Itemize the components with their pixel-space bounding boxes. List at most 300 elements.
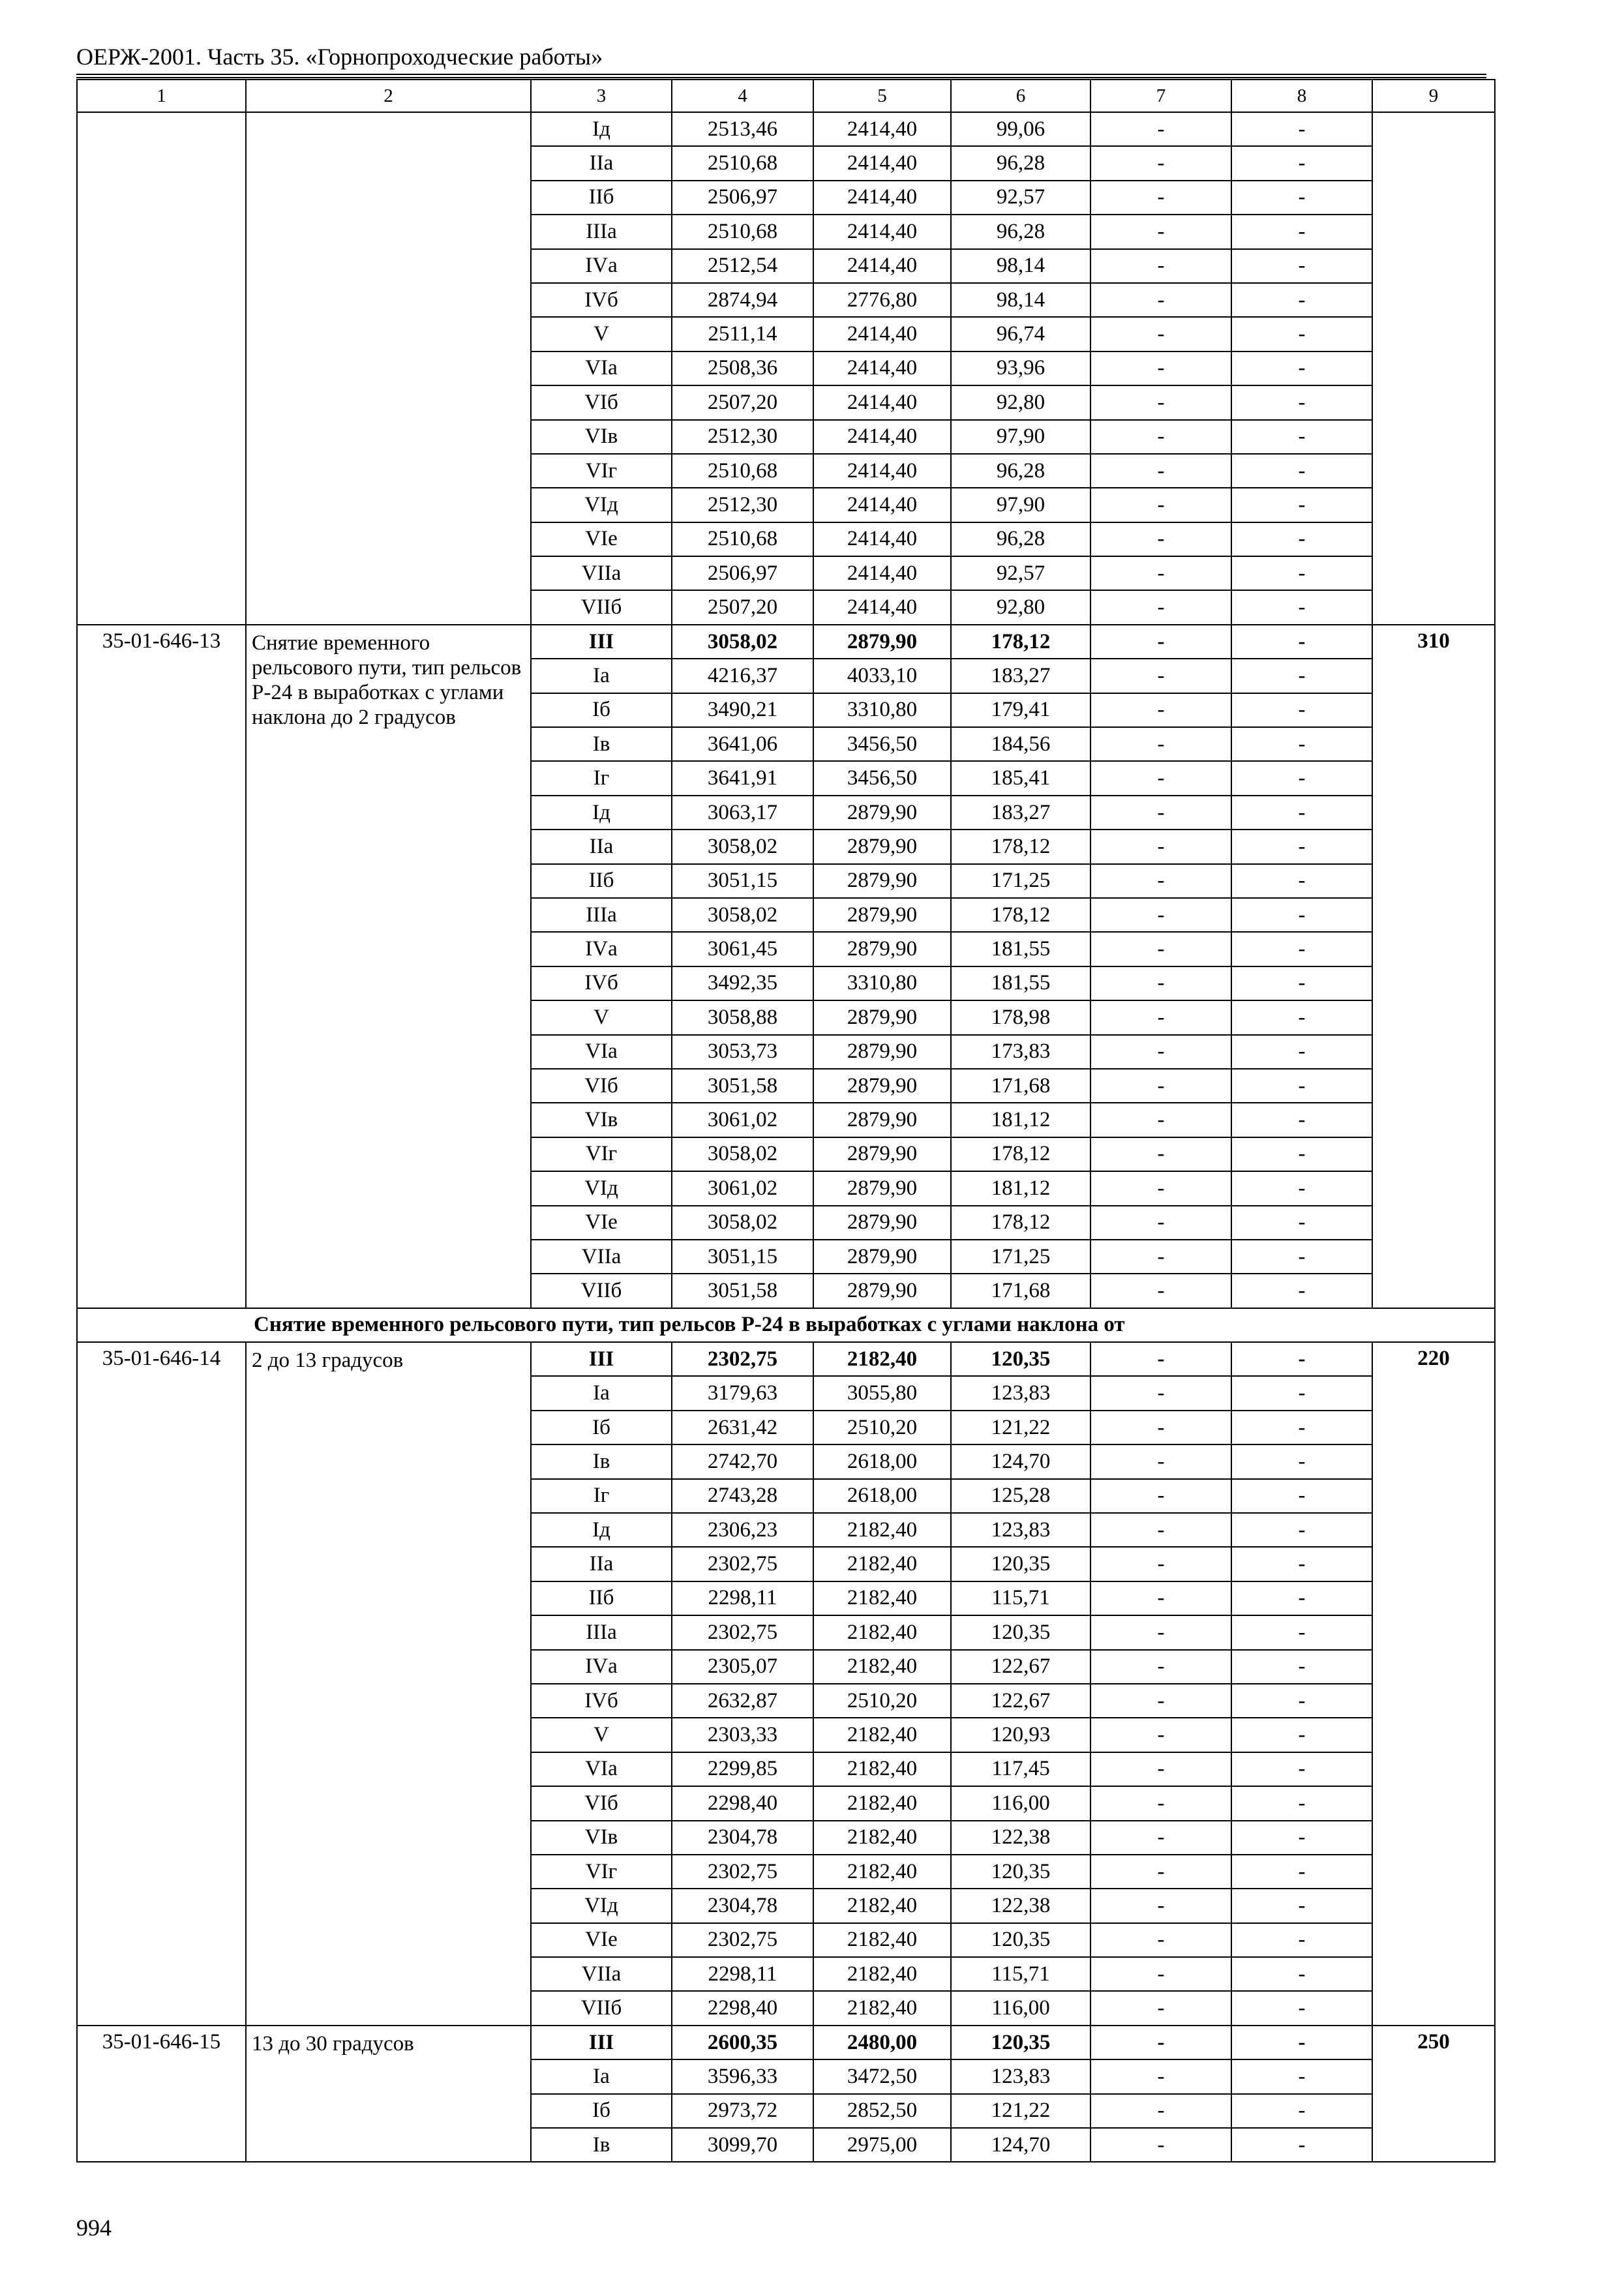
table-cell: - bbox=[1231, 796, 1372, 830]
table-cell: - bbox=[1090, 249, 1231, 283]
table-cell: - bbox=[1231, 727, 1372, 761]
table-cell: - bbox=[1090, 317, 1231, 351]
table-cell: 3641,91 bbox=[672, 761, 813, 795]
table-cell: - bbox=[1090, 522, 1231, 556]
table-cell: - bbox=[1231, 966, 1372, 1000]
table-cell: 122,38 bbox=[951, 1821, 1090, 1855]
table-cell: 2182,40 bbox=[813, 1957, 951, 1991]
table-cell: - bbox=[1231, 1855, 1372, 1889]
table-cell: IVб bbox=[531, 966, 672, 1000]
table-cell: 171,25 bbox=[951, 864, 1090, 898]
table-cell: 3053,73 bbox=[672, 1035, 813, 1069]
table-cell: 178,12 bbox=[951, 898, 1090, 932]
table-cell: 93,96 bbox=[951, 352, 1090, 385]
table-cell: 122,38 bbox=[951, 1889, 1090, 1922]
column-number: 8 bbox=[1231, 80, 1372, 112]
table-cell: - bbox=[1231, 1752, 1372, 1786]
table-cell: VIд bbox=[531, 1889, 672, 1922]
table-cell: - bbox=[1090, 2128, 1231, 2162]
table-cell: 3055,80 bbox=[813, 1376, 951, 1410]
table-cell: 2879,90 bbox=[813, 796, 951, 830]
table-cell: 123,83 bbox=[951, 1513, 1090, 1547]
table-cell: - bbox=[1231, 112, 1372, 146]
table-cell: - bbox=[1231, 2059, 1372, 2093]
table-cell: V bbox=[531, 1718, 672, 1752]
table-cell: IVа bbox=[531, 932, 672, 966]
table-cell: VIб bbox=[531, 385, 672, 419]
table-cell: - bbox=[1231, 352, 1372, 385]
table-cell: - bbox=[1231, 1274, 1372, 1308]
table-cell: - bbox=[1090, 1684, 1231, 1718]
rate-code bbox=[77, 112, 246, 625]
table-cell: VIв bbox=[531, 1821, 672, 1855]
table-cell: 4216,37 bbox=[672, 659, 813, 693]
table-cell: - bbox=[1231, 1923, 1372, 1957]
table-cell: 2182,40 bbox=[813, 1342, 951, 1376]
work-description: Снятие временного рельсового пути, тип рельсов Р-24 в выработках с углами наклона до 2 градусов bbox=[246, 625, 531, 1308]
table-cell: 2182,40 bbox=[813, 1650, 951, 1684]
table-cell: 116,00 bbox=[951, 1991, 1090, 2025]
table-cell: IIа bbox=[531, 146, 672, 180]
table-cell: - bbox=[1231, 1000, 1372, 1034]
table-cell: 2507,20 bbox=[672, 385, 813, 419]
table-cell: VIIб bbox=[531, 590, 672, 624]
table-cell: - bbox=[1231, 1240, 1372, 1274]
table-cell: 2776,80 bbox=[813, 283, 951, 317]
table-cell: 98,14 bbox=[951, 249, 1090, 283]
table-cell: 173,83 bbox=[951, 1035, 1090, 1069]
table-cell: 2879,90 bbox=[813, 1206, 951, 1240]
column-number: 3 bbox=[531, 80, 672, 112]
table-cell: 92,57 bbox=[951, 181, 1090, 215]
table-cell: 181,55 bbox=[951, 966, 1090, 1000]
table-cell: 181,55 bbox=[951, 932, 1090, 966]
table-cell: - bbox=[1090, 1821, 1231, 1855]
table-cell: 2305,07 bbox=[672, 1650, 813, 1684]
table-cell: 123,83 bbox=[951, 1376, 1090, 1410]
table-cell: Iв bbox=[531, 1444, 672, 1478]
table-cell: 2298,40 bbox=[672, 1786, 813, 1820]
section-heading: Снятие временного рельсового пути, тип рельсов Р-24 в выработках с углами наклона от bbox=[77, 1308, 1495, 1342]
table-cell: VIг bbox=[531, 1855, 672, 1889]
table-cell: 3061,02 bbox=[672, 1171, 813, 1205]
table-cell: - bbox=[1090, 1615, 1231, 1649]
table-cell: 3641,06 bbox=[672, 727, 813, 761]
table-cell: - bbox=[1090, 1991, 1231, 2025]
table-cell: - bbox=[1090, 1206, 1231, 1240]
table-cell: - bbox=[1090, 1957, 1231, 1991]
table-cell: - bbox=[1231, 761, 1372, 795]
table-cell: 3492,35 bbox=[672, 966, 813, 1000]
table-cell: 4033,10 bbox=[813, 659, 951, 693]
table-cell: 2298,11 bbox=[672, 1957, 813, 1991]
table-cell: IIIа bbox=[531, 1615, 672, 1649]
table-cell: 3490,21 bbox=[672, 693, 813, 727]
table-cell: - bbox=[1231, 1479, 1372, 1513]
table-cell: - bbox=[1231, 1376, 1372, 1410]
table-cell: IVб bbox=[531, 1684, 672, 1718]
table-cell: 124,70 bbox=[951, 1444, 1090, 1478]
table-cell: Iд bbox=[531, 1513, 672, 1547]
table-cell: 179,41 bbox=[951, 693, 1090, 727]
table-cell: - bbox=[1090, 1035, 1231, 1069]
table-cell: - bbox=[1090, 2026, 1231, 2059]
work-description bbox=[246, 112, 531, 625]
table-cell: - bbox=[1231, 2094, 1372, 2128]
table-cell: 2510,68 bbox=[672, 146, 813, 180]
table-cell: 2182,40 bbox=[813, 1855, 951, 1889]
table-cell: 96,28 bbox=[951, 522, 1090, 556]
table-cell: 2879,90 bbox=[813, 898, 951, 932]
table-cell: 2414,40 bbox=[813, 317, 951, 351]
table-cell: 178,12 bbox=[951, 625, 1090, 659]
table-cell: - bbox=[1231, 1069, 1372, 1103]
table-cell: 96,28 bbox=[951, 454, 1090, 488]
table-cell: - bbox=[1090, 590, 1231, 624]
table-cell: - bbox=[1231, 1411, 1372, 1444]
table-cell: 171,68 bbox=[951, 1069, 1090, 1103]
work-description: 13 до 30 градусов bbox=[246, 2026, 531, 2162]
table-cell: 2742,70 bbox=[672, 1444, 813, 1478]
table-cell: 123,83 bbox=[951, 2059, 1090, 2093]
table-cell: V bbox=[531, 1000, 672, 1034]
table-cell: - bbox=[1231, 1889, 1372, 1922]
table-cell: 2414,40 bbox=[813, 385, 951, 419]
table-cell: IIа bbox=[531, 830, 672, 863]
table-cell: 2303,33 bbox=[672, 1718, 813, 1752]
table-cell: Iа bbox=[531, 2059, 672, 2093]
table-cell: 2480,00 bbox=[813, 2026, 951, 2059]
table-cell: - bbox=[1231, 625, 1372, 659]
table-cell: 2182,40 bbox=[813, 1752, 951, 1786]
table-cell: 2302,75 bbox=[672, 1923, 813, 1957]
table-cell: 120,93 bbox=[951, 1718, 1090, 1752]
table-cell: 2975,00 bbox=[813, 2128, 951, 2162]
table-cell: 3310,80 bbox=[813, 693, 951, 727]
table-cell: Iд bbox=[531, 796, 672, 830]
table-cell: - bbox=[1231, 932, 1372, 966]
table-cell: 2302,75 bbox=[672, 1342, 813, 1376]
table-cell: VIа bbox=[531, 352, 672, 385]
table-cell: 3310,80 bbox=[813, 966, 951, 1000]
table-cell: - bbox=[1090, 181, 1231, 215]
table-cell: - bbox=[1090, 1513, 1231, 1547]
table-cell: 3456,50 bbox=[813, 761, 951, 795]
table-cell: VIг bbox=[531, 1137, 672, 1171]
column-number: 6 bbox=[951, 80, 1090, 112]
table-cell: 2600,35 bbox=[672, 2026, 813, 2059]
table-cell: VIа bbox=[531, 1752, 672, 1786]
table-cell: 181,12 bbox=[951, 1103, 1090, 1137]
table-cell: Iб bbox=[531, 693, 672, 727]
table-cell: - bbox=[1231, 249, 1372, 283]
table-cell: 3061,02 bbox=[672, 1103, 813, 1137]
table-cell: - bbox=[1231, 454, 1372, 488]
table-cell: 2631,42 bbox=[672, 1411, 813, 1444]
table-cell: VIв bbox=[531, 1103, 672, 1137]
table-cell: 92,80 bbox=[951, 590, 1090, 624]
table-cell: - bbox=[1231, 317, 1372, 351]
table-cell: 3179,63 bbox=[672, 1376, 813, 1410]
table-cell: 2879,90 bbox=[813, 1035, 951, 1069]
table-cell: - bbox=[1231, 898, 1372, 932]
table-cell: Iг bbox=[531, 1479, 672, 1513]
rate-main-row bbox=[77, 1342, 1495, 1376]
table-cell: 2879,90 bbox=[813, 1069, 951, 1103]
table-cell: - bbox=[1090, 1718, 1231, 1752]
table-cell: - bbox=[1231, 556, 1372, 590]
table-cell: IIб bbox=[531, 1581, 672, 1615]
table-cell: 178,12 bbox=[951, 1206, 1090, 1240]
table-cell: - bbox=[1090, 1171, 1231, 1205]
table-cell: - bbox=[1090, 1786, 1231, 1820]
table-cell: - bbox=[1231, 590, 1372, 624]
table-cell: 3058,88 bbox=[672, 1000, 813, 1034]
table-cell: 96,28 bbox=[951, 215, 1090, 248]
column-number-row bbox=[77, 80, 1495, 112]
table-cell: - bbox=[1231, 1991, 1372, 2025]
table-cell: - bbox=[1090, 283, 1231, 317]
table-cell: VIIб bbox=[531, 1274, 672, 1308]
table-cell: - bbox=[1231, 181, 1372, 215]
table-cell: - bbox=[1090, 830, 1231, 863]
table-cell: 115,71 bbox=[951, 1957, 1090, 1991]
table-cell: 96,74 bbox=[951, 317, 1090, 351]
table-cell: 2302,75 bbox=[672, 1855, 813, 1889]
table-cell: - bbox=[1231, 1206, 1372, 1240]
table-cell: 2182,40 bbox=[813, 1513, 951, 1547]
table-cell: 2302,75 bbox=[672, 1547, 813, 1581]
table-cell: - bbox=[1090, 352, 1231, 385]
table-cell: III bbox=[531, 2026, 672, 2059]
table-cell: - bbox=[1231, 488, 1372, 522]
table-cell: 171,25 bbox=[951, 1240, 1090, 1274]
table-cell: Iб bbox=[531, 2094, 672, 2128]
table-cell: 2414,40 bbox=[813, 112, 951, 146]
rates-table bbox=[76, 79, 1496, 2162]
table-cell: - bbox=[1090, 1342, 1231, 1376]
table-cell: 96,28 bbox=[951, 146, 1090, 180]
table-cell: 2182,40 bbox=[813, 1581, 951, 1615]
column-number: 7 bbox=[1090, 80, 1231, 112]
rate-main-row bbox=[77, 625, 1495, 659]
column-number: 5 bbox=[813, 80, 951, 112]
table-cell: - bbox=[1090, 1274, 1231, 1308]
table-cell: VIб bbox=[531, 1069, 672, 1103]
table-cell: 97,90 bbox=[951, 488, 1090, 522]
table-cell: - bbox=[1231, 1137, 1372, 1171]
rate-code: 35-01-646-14 bbox=[77, 1342, 246, 2026]
table-cell: 2879,90 bbox=[813, 830, 951, 863]
table-cell: 2632,87 bbox=[672, 1684, 813, 1718]
table-cell: Iд bbox=[531, 112, 672, 146]
table-cell: 2182,40 bbox=[813, 1889, 951, 1922]
table-cell: Iв bbox=[531, 727, 672, 761]
table-cell: 2879,90 bbox=[813, 932, 951, 966]
table-cell: - bbox=[1231, 1821, 1372, 1855]
table-cell: - bbox=[1231, 1786, 1372, 1820]
table-cell: 3472,50 bbox=[813, 2059, 951, 2093]
table-cell: 3051,15 bbox=[672, 864, 813, 898]
table-cell: 2510,68 bbox=[672, 522, 813, 556]
table-cell: - bbox=[1090, 659, 1231, 693]
table-cell: - bbox=[1090, 1855, 1231, 1889]
table-cell: - bbox=[1231, 1547, 1372, 1581]
table-cell: 2182,40 bbox=[813, 1615, 951, 1649]
table-cell: - bbox=[1090, 625, 1231, 659]
table-cell: VIд bbox=[531, 1171, 672, 1205]
table-cell: 2414,40 bbox=[813, 352, 951, 385]
table-cell: 124,70 bbox=[951, 2128, 1090, 2162]
table-cell: 2414,40 bbox=[813, 249, 951, 283]
table-cell: - bbox=[1090, 556, 1231, 590]
header-double-rule bbox=[76, 74, 1486, 78]
table-cell: IVа bbox=[531, 1650, 672, 1684]
table-cell: 3099,70 bbox=[672, 2128, 813, 2162]
table-cell: - bbox=[1090, 2059, 1231, 2093]
table-cell: 120,35 bbox=[951, 1615, 1090, 1649]
table-cell: - bbox=[1231, 1513, 1372, 1547]
table-cell: - bbox=[1090, 864, 1231, 898]
table-cell: 3058,02 bbox=[672, 625, 813, 659]
table-cell: - bbox=[1090, 1547, 1231, 1581]
table-cell: 2510,20 bbox=[813, 1411, 951, 1444]
table-cell: 178,12 bbox=[951, 830, 1090, 863]
table-cell: 3051,15 bbox=[672, 1240, 813, 1274]
table-cell: - bbox=[1090, 1581, 1231, 1615]
table-cell: 120,35 bbox=[951, 1547, 1090, 1581]
table-cell: VIIб bbox=[531, 1991, 672, 2025]
table-cell: 120,35 bbox=[951, 2026, 1090, 2059]
table-cell: 2304,78 bbox=[672, 1821, 813, 1855]
table-cell: - bbox=[1231, 146, 1372, 180]
table-cell: - bbox=[1090, 1069, 1231, 1103]
rate-code: 35-01-646-15 bbox=[77, 2026, 246, 2162]
table-cell: 125,28 bbox=[951, 1479, 1090, 1513]
work-description: 2 до 13 градусов bbox=[246, 1342, 531, 2026]
table-cell: 121,22 bbox=[951, 2094, 1090, 2128]
table-cell: - bbox=[1231, 659, 1372, 693]
table-cell: 116,00 bbox=[951, 1786, 1090, 1820]
table-cell: 2510,68 bbox=[672, 215, 813, 248]
table-cell: 2182,40 bbox=[813, 1923, 951, 1957]
table-cell: 171,68 bbox=[951, 1274, 1090, 1308]
table-cell: - bbox=[1231, 693, 1372, 727]
table-cell: 2304,78 bbox=[672, 1889, 813, 1922]
table-cell: 2182,40 bbox=[813, 1786, 951, 1820]
table-cell: Iа bbox=[531, 659, 672, 693]
table-cell: 2414,40 bbox=[813, 454, 951, 488]
table-cell: VIIа bbox=[531, 1240, 672, 1274]
table-cell: 2618,00 bbox=[813, 1479, 951, 1513]
table-cell: - bbox=[1231, 522, 1372, 556]
column-number: 9 bbox=[1372, 80, 1495, 112]
unit-value: 250 bbox=[1372, 2026, 1495, 2162]
table-cell: IIб bbox=[531, 181, 672, 215]
table-cell: III bbox=[531, 625, 672, 659]
table-cell: VIв bbox=[531, 420, 672, 454]
unit-value: 310 bbox=[1372, 625, 1495, 1308]
column-number: 4 bbox=[672, 80, 813, 112]
table-cell: IVб bbox=[531, 283, 672, 317]
table-cell: - bbox=[1090, 1137, 1231, 1171]
table-cell: - bbox=[1090, 1376, 1231, 1410]
table-cell: - bbox=[1090, 420, 1231, 454]
table-cell: VIе bbox=[531, 1923, 672, 1957]
table-cell: - bbox=[1231, 1718, 1372, 1752]
table-cell: Iа bbox=[531, 1376, 672, 1410]
table-cell: 183,27 bbox=[951, 659, 1090, 693]
table-cell: 2182,40 bbox=[813, 1718, 951, 1752]
table-cell: 2879,90 bbox=[813, 1171, 951, 1205]
table-cell: - bbox=[1231, 1035, 1372, 1069]
table-cell: - bbox=[1090, 112, 1231, 146]
table-cell: 120,35 bbox=[951, 1855, 1090, 1889]
table-cell: - bbox=[1231, 830, 1372, 863]
table-cell: 2510,20 bbox=[813, 1684, 951, 1718]
table-cell: VIд bbox=[531, 488, 672, 522]
table-cell: - bbox=[1090, 1000, 1231, 1034]
table-cell: - bbox=[1090, 727, 1231, 761]
table-cell: VIб bbox=[531, 1786, 672, 1820]
table-cell: - bbox=[1090, 215, 1231, 248]
table-cell: - bbox=[1231, 385, 1372, 419]
table-cell: IIIа bbox=[531, 215, 672, 248]
table-cell: 181,12 bbox=[951, 1171, 1090, 1205]
table-cell: 3596,33 bbox=[672, 2059, 813, 2093]
table-cell: - bbox=[1090, 761, 1231, 795]
table-cell: 97,90 bbox=[951, 420, 1090, 454]
table-cell: 98,14 bbox=[951, 283, 1090, 317]
table-cell: 3061,45 bbox=[672, 932, 813, 966]
table-cell: 184,56 bbox=[951, 727, 1090, 761]
table-cell: 178,98 bbox=[951, 1000, 1090, 1034]
table-cell: - bbox=[1231, 864, 1372, 898]
table-cell: Iв bbox=[531, 2128, 672, 2162]
table-cell: VIг bbox=[531, 454, 672, 488]
table-cell: IIб bbox=[531, 864, 672, 898]
table-cell: 2879,90 bbox=[813, 625, 951, 659]
table-cell: 2513,46 bbox=[672, 112, 813, 146]
table-cell: - bbox=[1090, 146, 1231, 180]
table-cell: 2414,40 bbox=[813, 556, 951, 590]
table-cell: - bbox=[1090, 1444, 1231, 1478]
rates-table-container bbox=[76, 79, 1486, 2162]
table-cell: - bbox=[1231, 1957, 1372, 1991]
table-cell: - bbox=[1231, 1684, 1372, 1718]
table-cell: 115,71 bbox=[951, 1581, 1090, 1615]
table-cell: 2512,30 bbox=[672, 420, 813, 454]
page-number: 994 bbox=[76, 2215, 112, 2241]
table-cell: 120,35 bbox=[951, 1923, 1090, 1957]
table-cell: 2511,14 bbox=[672, 317, 813, 351]
table-cell: 2508,36 bbox=[672, 352, 813, 385]
table-cell: - bbox=[1090, 898, 1231, 932]
page-header: ОЕРЖ-2001. Часть 35. «Горнопроходческие работы» bbox=[76, 44, 603, 70]
table-cell: - bbox=[1231, 1444, 1372, 1478]
table-cell: 2618,00 bbox=[813, 1444, 951, 1478]
table-cell: - bbox=[1090, 932, 1231, 966]
table-cell: - bbox=[1231, 1342, 1372, 1376]
table-cell: IIа bbox=[531, 1547, 672, 1581]
table-cell: - bbox=[1090, 1923, 1231, 1957]
table-cell: 2852,50 bbox=[813, 2094, 951, 2128]
column-number: 2 bbox=[246, 80, 531, 112]
table-cell: IIIа bbox=[531, 898, 672, 932]
table-cell: V bbox=[531, 317, 672, 351]
table-cell: 2182,40 bbox=[813, 1991, 951, 2025]
table-cell: 3058,02 bbox=[672, 1206, 813, 1240]
